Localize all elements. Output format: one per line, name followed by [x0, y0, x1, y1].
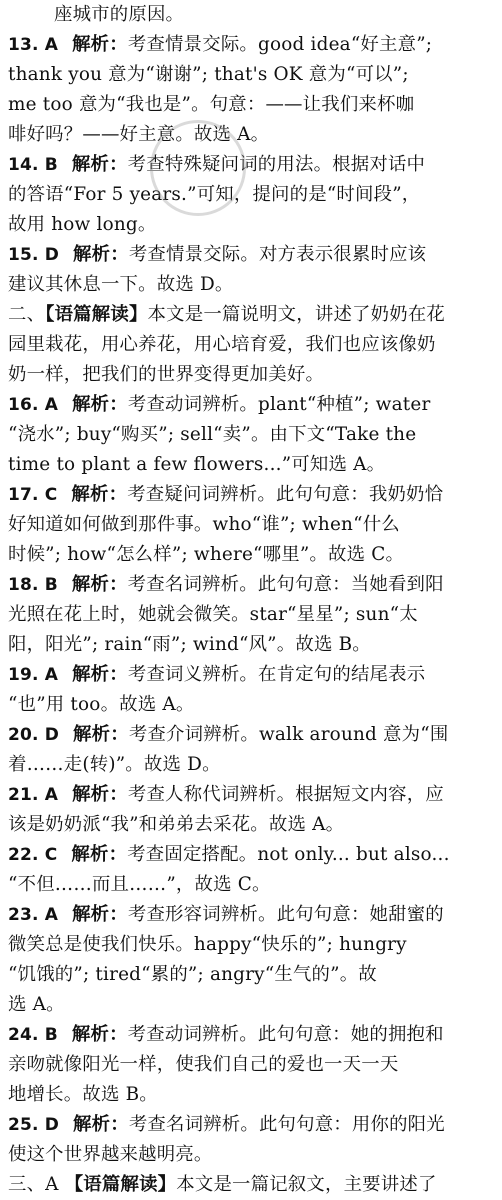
line-text: “也”用 too。故选 A。 [8, 694, 195, 715]
line-text: 使这个世界越来越明亮。 [8, 1144, 213, 1165]
answer-letter: B [44, 575, 58, 595]
line-text: 着……走(转)”。故选 D。 [8, 754, 221, 775]
answer-letter: A [44, 905, 59, 925]
text-line [8, 810, 496, 840]
line-text: 的答语“For 5 years.”可知，提问的是“时间段”， [8, 184, 421, 205]
line-text: thank you 意为“谢谢”; that's OK 意为“可以”; [8, 64, 409, 85]
answer-item-line [8, 30, 496, 60]
answer-letter: B [44, 155, 58, 175]
line-text: “不但……而且……”，故选 C。 [8, 874, 271, 895]
analysis-text: 考查名词辨析。此句句意：当她看到阳 [127, 574, 444, 595]
analysis-text: 考查固定搭配。not only... but also... [127, 844, 450, 865]
question-number: 24. [8, 1025, 39, 1045]
analysis-text: 考查名词辨析。此句句意：用你的阳光 [128, 1114, 445, 1135]
question-number: 23. [8, 905, 39, 925]
text-line [8, 420, 496, 450]
analysis-label: 解析： [73, 1114, 129, 1135]
section-prefix: 三、A [8, 1174, 65, 1195]
answer-letter: C [44, 845, 58, 865]
answer-item-line [8, 660, 496, 690]
text-line [8, 0, 496, 30]
section-title: 【语篇解读】 [45, 304, 148, 325]
analysis-label: 解析： [73, 244, 129, 265]
answer-item-line [8, 480, 496, 510]
text-line [8, 210, 496, 240]
analysis-label: 解析： [71, 574, 128, 595]
answer-item-line [8, 570, 496, 600]
text-line [8, 270, 496, 300]
question-number: 16. [8, 395, 39, 415]
line-text: 该是奶奶派“我”和弟弟去采花。故选 A。 [8, 814, 345, 835]
text-line [8, 540, 496, 570]
answer-letter: D [44, 725, 60, 745]
question-number: 18. [8, 575, 39, 595]
answer-letter: A [44, 785, 59, 805]
text-line [8, 90, 496, 120]
line-text: 啡好吗？——好主意。故选 A。 [8, 124, 270, 145]
section-header-line [8, 300, 496, 330]
line-text: 微笑总是使我们快乐。happy“快乐的”; hungry [8, 934, 407, 955]
text-line [8, 990, 496, 1020]
analysis-label: 解析： [71, 154, 128, 175]
answer-item-line [8, 390, 496, 420]
text-line [8, 600, 496, 630]
answer-item-line [8, 900, 496, 930]
question-number: 25. [8, 1115, 39, 1135]
line-text: 光照在花上时，她就会微笑。star“星星”; sun“太 [8, 604, 418, 625]
answer-item-line [8, 150, 496, 180]
line-text: 选 A。 [8, 994, 65, 1015]
line-text: 故用 how long。 [8, 214, 157, 235]
text-line [8, 450, 496, 480]
line-text: 地增长。故选 B。 [8, 1084, 158, 1105]
section-text: 本文是一篇记叙文，主要讲述了 [176, 1174, 437, 1195]
answer-content [8, 0, 496, 1200]
answer-letter: A [44, 665, 59, 685]
line-text: 好知道如何做到那件事。who“谁”; when“什么 [8, 514, 400, 535]
question-number: 17. [8, 485, 39, 505]
text-line [8, 180, 496, 210]
answer-item-line [8, 1020, 496, 1050]
analysis-text: 考查形容词辨析。此句句意：她甜蜜的 [127, 904, 444, 925]
analysis-text: 考查疑问词辨析。此句句意：我奶奶恰 [127, 484, 444, 505]
answer-letter: A [44, 35, 59, 55]
text-line [8, 120, 496, 150]
answer-letter: C [44, 485, 58, 505]
analysis-text: 考查动词辨析。plant“种植”; water [127, 394, 431, 415]
question-number: 20. [8, 725, 39, 745]
question-number: 19. [8, 665, 39, 685]
question-number: 22. [8, 845, 39, 865]
section-prefix: 二、 [8, 304, 46, 325]
answer-item-line [8, 780, 496, 810]
line-text: time to plant a few flowers...”可知选 A。 [8, 454, 386, 475]
analysis-text: 考查情景交际。good idea“好主意”; [127, 34, 433, 55]
analysis-label: 解析： [71, 844, 128, 865]
analysis-text: 考查情景交际。对方表示很累时应该 [128, 244, 427, 265]
line-text: me too 意为“我也是”。句意：——让我们来杯咖 [8, 94, 415, 115]
section-title: 【语篇解读】 [64, 1174, 177, 1195]
answer-letter: D [44, 1115, 60, 1135]
line-text: 亲吻就像阳光一样，使我们自己的爱也一天一天 [8, 1054, 399, 1075]
text-line [8, 630, 496, 660]
question-number: 21. [8, 785, 39, 805]
line-text: 阳，阳光”; rain“雨”; wind“风”。故选 B。 [8, 634, 371, 655]
analysis-label: 解析： [71, 484, 128, 505]
answer-item-line [8, 240, 496, 270]
question-number: 14. [8, 155, 39, 175]
line-text: “饥饿的”; tired“累的”; angry“生气的”。故 [8, 964, 377, 985]
answer-item-line [8, 840, 496, 870]
analysis-label: 解析： [72, 784, 128, 805]
answer-letter: D [44, 245, 60, 265]
line-text: 建议其休息一下。故选 D。 [8, 274, 234, 295]
text-line [8, 1050, 496, 1080]
line-text: “浇水”; buy“购买”; sell“卖”。由下文“Take the [8, 424, 417, 445]
question-number: 13. [8, 35, 39, 55]
analysis-label: 解析： [72, 34, 128, 55]
text-line [8, 330, 496, 360]
analysis-label: 解析： [72, 904, 128, 925]
text-line [8, 1140, 496, 1170]
analysis-text: 考查人称代词辨析。根据短文内容，应 [127, 784, 444, 805]
text-line [8, 360, 496, 390]
answer-item-line [8, 720, 496, 750]
analysis-text: 考查特殊疑问词的用法。根据对话中 [127, 154, 426, 175]
answer-item-line [8, 1110, 496, 1140]
answer-letter: B [44, 1025, 58, 1045]
line-text: 园里栽花，用心养花，用心培育爱，我们也应该像奶 [8, 334, 436, 355]
text-line [8, 690, 496, 720]
text-line [8, 1080, 496, 1110]
text-line [8, 750, 496, 780]
analysis-text: 考查词义辨析。在肯定句的结尾表示 [127, 664, 426, 685]
answer-letter: A [44, 395, 59, 415]
question-number: 15. [8, 245, 39, 265]
section-text: 本文是一篇说明文，讲述了奶奶在花 [147, 304, 445, 325]
analysis-text: 考查动词辨析。此句句意：她的拥抱和 [127, 1024, 444, 1045]
analysis-text: 考查介词辨析。walk around 意为“围 [128, 724, 449, 745]
analysis-label: 解析： [71, 1024, 128, 1045]
line-text: 时候”; how“怎么样”; where“哪里”。故选 C。 [8, 544, 405, 565]
analysis-label: 解析： [72, 664, 128, 685]
text-line [8, 930, 496, 960]
line-text: 座城市的原因。 [54, 4, 185, 25]
text-line [8, 870, 496, 900]
line-text: 奶一样，把我们的世界变得更加美好。 [8, 364, 325, 385]
text-line [8, 510, 496, 540]
analysis-label: 解析： [73, 724, 129, 745]
text-line [8, 960, 496, 990]
section-header-line [8, 1170, 496, 1200]
text-line [8, 60, 496, 90]
analysis-label: 解析： [72, 394, 128, 415]
